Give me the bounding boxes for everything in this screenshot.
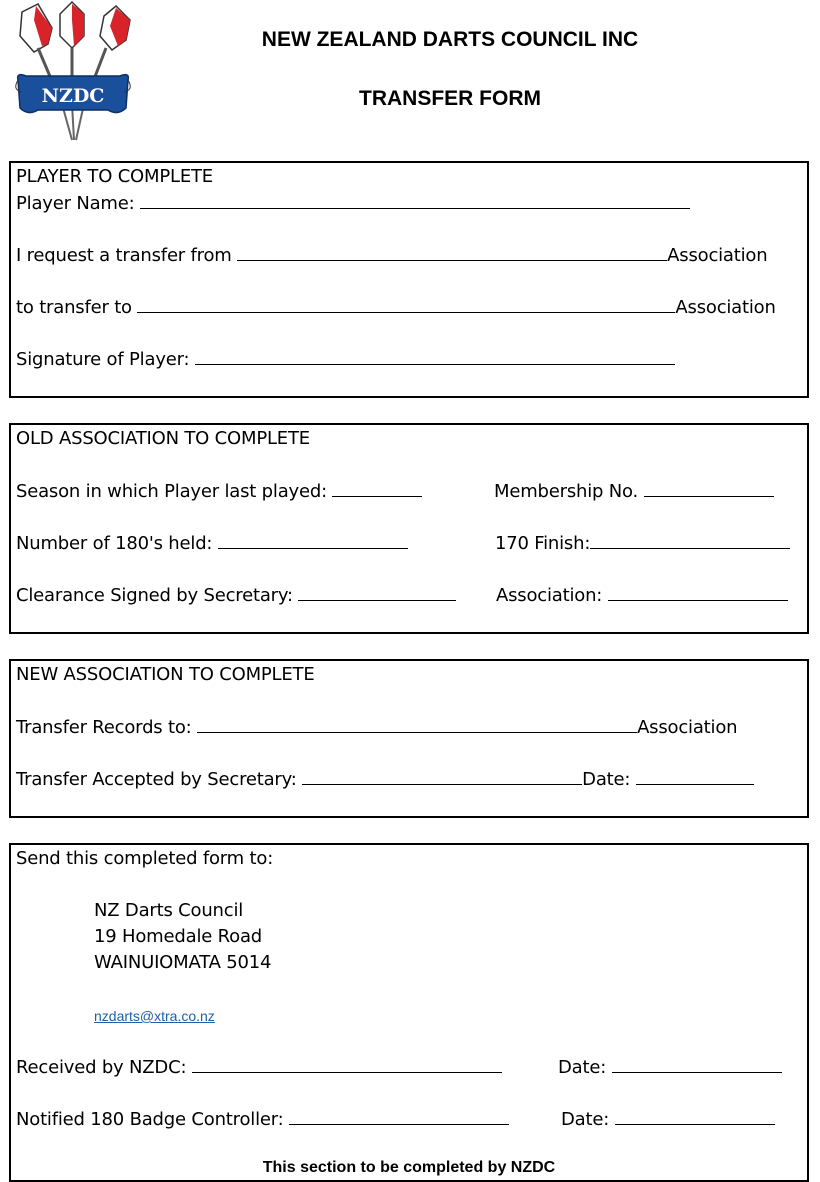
nzdc-section: [9, 843, 809, 1182]
membership-label: Membership No.: [494, 481, 639, 502]
nzdc-logo: [8, 0, 138, 145]
transfer-from-suffix: Association: [667, 245, 768, 266]
player-heading: PLAYER TO COMPLETE: [16, 166, 213, 187]
signature-field[interactable]: [195, 348, 675, 365]
received-field[interactable]: [192, 1056, 502, 1073]
nzdc-note: This section to be completed by NZDC: [262, 1159, 556, 1176]
season-field[interactable]: [332, 480, 422, 497]
signature-label: Signature of Player:: [16, 349, 190, 370]
received-date-label: Date:: [558, 1057, 607, 1078]
records-field[interactable]: [197, 716, 637, 733]
finish-170-label: 170 Finish:: [495, 533, 591, 554]
player-name-field[interactable]: [140, 192, 690, 209]
transfer-to-field[interactable]: [137, 296, 675, 313]
address-line2: 19 Homedale Road: [94, 926, 263, 947]
membership-field[interactable]: [644, 480, 774, 497]
season-label: Season in which Player last played:: [16, 481, 327, 502]
new-association-section: [9, 659, 809, 818]
received-label: Received by NZDC:: [16, 1057, 187, 1078]
num-180s-field[interactable]: [218, 532, 408, 549]
notified-field[interactable]: [289, 1108, 509, 1125]
address-line3: WAINUIOMATA 5014: [94, 952, 272, 973]
association-field[interactable]: [608, 584, 788, 601]
form-title: TRANSFER FORM: [359, 87, 541, 110]
records-suffix: Association: [637, 717, 738, 738]
notified-date-field[interactable]: [615, 1108, 775, 1125]
player-section: [9, 161, 809, 398]
finish-170-field[interactable]: [590, 532, 790, 549]
darts-icon: [20, 2, 130, 140]
address-line1: NZ Darts Council: [94, 900, 244, 921]
accepted-field[interactable]: [302, 768, 582, 785]
old-association-heading: OLD ASSOCIATION TO COMPLETE: [16, 428, 310, 449]
new-association-heading: NEW ASSOCIATION TO COMPLETE: [16, 664, 315, 685]
transfer-from-label: I request a transfer from: [16, 245, 232, 266]
notified-label: Notified 180 Badge Controller:: [16, 1109, 284, 1130]
accepted-date-field[interactable]: [636, 768, 754, 785]
old-association-section: [9, 423, 809, 634]
logo-text: NZDC: [41, 85, 105, 107]
accepted-date-label: Date:: [582, 769, 631, 790]
association-label: Association:: [496, 585, 603, 606]
transfer-from-field[interactable]: [237, 244, 667, 261]
accepted-label: Transfer Accepted by Secretary:: [16, 769, 297, 790]
send-label: Send this completed form to:: [16, 848, 274, 869]
transfer-to-label: to transfer to: [16, 297, 132, 318]
clearance-label: Clearance Signed by Secretary:: [16, 585, 293, 606]
num-180s-label: Number of 180's held:: [16, 533, 213, 554]
transfer-to-suffix: Association: [675, 297, 776, 318]
received-date-field[interactable]: [612, 1056, 782, 1073]
clearance-field[interactable]: [298, 584, 456, 601]
org-title: NEW ZEALAND DARTS COUNCIL INC: [261, 28, 639, 51]
email-link[interactable]: nzdarts@xtra.co.nz: [94, 1008, 215, 1024]
records-label: Transfer Records to:: [16, 717, 192, 738]
player-name-label: Player Name:: [16, 193, 135, 214]
notified-date-label: Date:: [561, 1109, 610, 1130]
